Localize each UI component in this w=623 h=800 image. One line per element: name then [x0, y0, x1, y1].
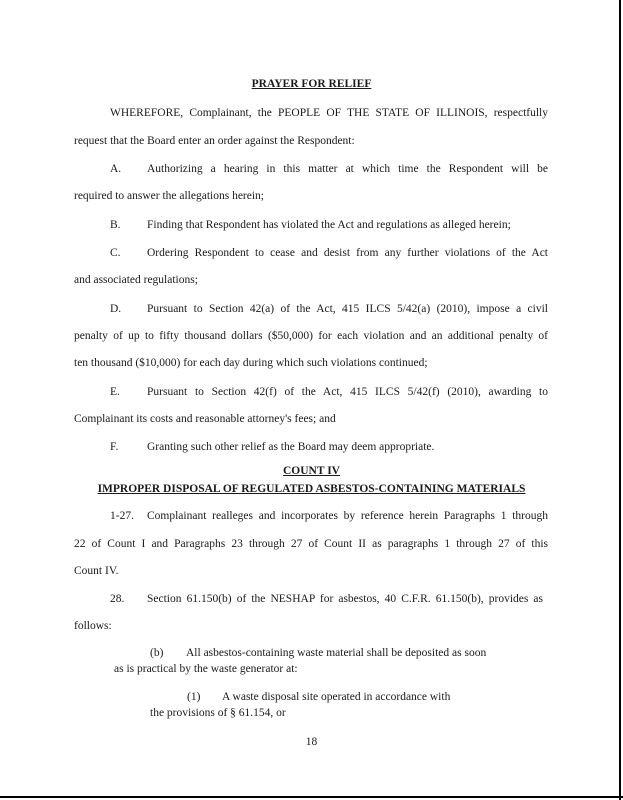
- para28-line1: Section 61.150(b) of the NESHAP for asbestos, 40 C.F.R. 61.150(b), provides as: [147, 593, 543, 605]
- prayer-item-c-label: C.: [110, 247, 121, 259]
- para28-line2: follows:: [74, 620, 112, 632]
- para27-line3: Count IV.: [74, 565, 119, 577]
- para27-line1: Complainant realleges and incorporates by reference herein Paragraphs 1 through: [147, 510, 548, 522]
- prayer-item-e-line1: Pursuant to Section 42(f) of the Act, 415 ILCS 5/42(f) (2010), awarding to: [147, 386, 548, 398]
- quote-b-label: (b): [150, 647, 164, 659]
- prayer-item-b-label: B.: [110, 219, 121, 231]
- prayer-item-d-label: D.: [110, 303, 122, 315]
- prayer-item-d-line2: penalty of up to fifty thousand dollars ($50,000) for each violation and an additional penalty of: [74, 330, 548, 342]
- quote-1-line1: A waste disposal site operated in accordance with: [222, 691, 451, 703]
- prayer-intro-line1: WHEREFORE, Complainant, the PEOPLE OF THE STATE OF ILLINOIS, respectfully: [110, 107, 548, 119]
- quote-b-line1: All asbestos-containing waste material shall be deposited as soon: [186, 647, 487, 659]
- quote-1-line2: the provisions of § 61.154, or: [150, 707, 286, 719]
- prayer-item-f-label: F.: [110, 441, 119, 453]
- prayer-item-d-line1: Pursuant to Section 42(a) of the Act, 415 ILCS 5/42(a) (2010), impose a civil: [147, 303, 548, 315]
- prayer-item-a-line1: Authorizing a hearing in this matter at which time the Respondent will be: [147, 163, 548, 175]
- prayer-item-c-line2: and associated regulations;: [74, 274, 198, 286]
- scan-border-right: [619, 0, 621, 800]
- para28-label: 28.: [110, 593, 125, 605]
- prayer-heading: PRAYER FOR RELIEF: [251, 78, 372, 90]
- prayer-item-f-line1: Granting such other relief as the Board may deem appropriate.: [147, 441, 435, 453]
- prayer-item-e-line2: Complainant its costs and reasonable attorney's fees; and: [74, 413, 336, 425]
- quote-1-label: (1): [187, 691, 201, 703]
- prayer-item-e-label: E.: [110, 386, 120, 398]
- prayer-item-c-line1: Ordering Respondent to cease and desist from any further violations of the Act: [147, 247, 548, 259]
- prayer-item-b-line1: Finding that Respondent has violated the Act and regulations as alleged herein;: [147, 219, 511, 231]
- prayer-intro-line2: request that the Board enter an order against the Respondent:: [74, 135, 355, 147]
- prayer-item-a-line2: required to answer the allegations herein;: [74, 190, 264, 202]
- prayer-item-d-line3: ten thousand ($10,000) for each day during which such violations continued;: [74, 357, 428, 369]
- prayer-item-a-label: A.: [110, 163, 122, 175]
- page-number: 18: [305, 736, 318, 748]
- para27-line2: 22 of Count I and Paragraphs 23 through 27 of Count II as paragraphs 1 through 27 of this: [74, 538, 548, 550]
- count-heading: COUNT IV: [283, 465, 340, 477]
- quote-b-line2: as is practical by the waste generator at:: [114, 663, 298, 675]
- para27-label: 1-27.: [110, 510, 134, 522]
- count-subheading: IMPROPER DISPOSAL OF REGULATED ASBESTOS-CONTAINING MATERIALS: [97, 483, 526, 495]
- scan-border-bottom: [0, 796, 623, 798]
